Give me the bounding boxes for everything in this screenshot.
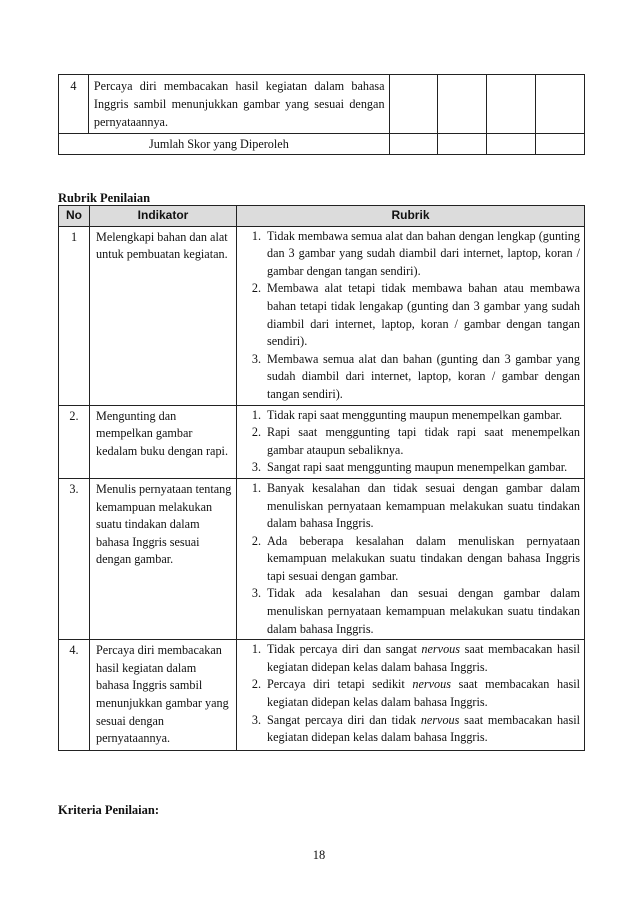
column-header-indikator: Indikator [90,206,237,227]
row-number: 2. [59,405,90,478]
rubric-item [241,676,580,711]
indicator-cell: Mengunting dan mempelkan gambar kedalam buku dengan rapi. [90,405,237,478]
rubric-text-emphasis: nervous [421,642,461,657]
rubric-cell [237,226,585,405]
rubric-text-part: Sangat rapi saat menggunting maupun menempelkan gambar. [267,460,568,475]
rubric-item-number: 3. [251,351,261,366]
table-header-row [59,206,585,227]
table-row [59,640,585,751]
rubric-item [241,641,580,676]
rubric-item [241,585,580,638]
rubric-table [58,205,585,751]
rubric-item [241,351,580,404]
total-row [59,134,585,155]
rubric-item [241,480,580,533]
rubric-item-text [267,424,580,459]
indicator-cell: Percaya diri membacakan hasil kegiatan dalam bahasa Inggris sambil menunjukkan gambar yang sesuai dengan pernyataannya. [90,640,237,751]
rubric-item-text [267,712,580,747]
rubric-item-number: 1. [251,407,261,422]
rubric-text-part: Tidak ada kesalahan dan sesuai dengan gambar dalam menuliskan pernyataan kemampuan melakukan suatu tindakan dalam bahasa Inggris. [267,586,580,636]
row-number: 1 [59,226,90,405]
rubric-text-part: Sangat percaya diri dan tidak [267,712,421,727]
score-cell [536,134,585,155]
rubric-text-emphasis: nervous [420,712,460,727]
score-cell [389,75,438,134]
rubric-item [241,228,580,281]
rubric-cell [237,640,585,751]
rubric-item-number: 1. [251,228,261,243]
row-number: 4. [59,640,90,751]
rubric-text-part: Membawa semua alat dan bahan (gunting dan 3 gambar yang sudah diambil dari internet, laptop, koran / gambar dengan tangan sendiri). [267,351,580,401]
rubric-item-number: 3. [251,712,261,727]
row-number: 3. [59,478,90,639]
rubric-text-part: Membawa alat tetapi tidak membawa bahan atau membawa bahan tetapi tidak lengakap (gunting dan 3 gambar yang sudah diambil dari internet, laptop, koran / gambar dengan tangan sendiri). [267,281,580,349]
total-score-label: Jumlah Skor yang Diperoleh [59,134,390,155]
table-row [59,478,585,639]
rubric-item [241,407,580,425]
rubric-item-number: 2. [251,533,261,548]
score-cell [487,134,536,155]
score-cell [438,134,487,155]
section-title-rubrik: Rubrik Penilaian [58,191,151,205]
rubric-item-text [267,585,580,638]
rubric-text-part: Rapi saat menggunting tapi tidak rapi saat menempelkan gambar ataupun sebaliknya. [267,425,580,457]
indicator-cell: Melengkapi bahan dan alat untuk pembuatan kegiatan. [90,226,237,405]
rubric-text-part: Tidak membawa semua alat dan bahan dengan lengkap (gunting dan 3 gambar yang sudah diambil dari internet, laptop, koran / gambar dengan tangan sendiri). [267,228,580,278]
rubric-item-text [267,676,580,711]
rubric-text-part: Percaya diri tetapi sedikit [267,677,413,692]
rubric-item-text [267,351,580,404]
rubric-item-text [267,480,580,533]
table-row [59,75,585,134]
rubric-text-emphasis: nervous [412,677,451,692]
row-number: 4 [59,75,89,134]
rubric-item-number: 1. [251,480,261,495]
score-cell [389,134,438,155]
rubric-item-text [267,280,580,350]
score-table-fragment [58,74,585,155]
rubric-item [241,424,580,459]
rubric-item [241,459,580,477]
rubric-item-text [267,228,580,281]
score-cell [487,75,536,134]
rubric-text-part: Tidak percaya diri dan sangat [267,642,422,657]
column-header-rubrik: Rubrik [237,206,585,227]
section-title-kriteria: Kriteria Penilaian: [58,803,160,817]
rubric-item-number: 3. [251,460,261,475]
rubric-cell [237,405,585,478]
rubric-item [241,533,580,586]
row-indicator-text: Percaya diri membacakan hasil kegiatan dalam bahasa Inggris sambil menunjukkan gambar yang sesuai dengan pernyataannya. [88,75,389,134]
score-cell [438,75,487,134]
rubric-item-text [267,459,580,477]
rubric-text-part: saat membacakan hasil kegiatan didepan kelas dalam bahasa Inggris. [267,677,581,710]
column-header-no: No [59,206,90,227]
rubric-item-number: 2. [251,281,261,296]
page-number: 18 [312,848,326,862]
table-row [59,226,585,405]
rubric-item-number: 2. [251,677,261,692]
rubric-cell [237,478,585,639]
rubric-text-part: Tidak rapi saat menggunting maupun menempelkan gambar. [267,407,563,422]
rubric-item [241,712,580,747]
rubric-item-number: 1. [251,642,261,657]
rubric-text-part: Banyak kesalahan dan tidak sesuai dengan gambar dalam menuliskan pernyataan kemampuan melakukan suatu tindakan dalam bahasa Inggris. [267,480,580,531]
indicator-cell: Menulis pernyataan tentang kemampuan melakukan suatu tindakan dalam bahasa Inggris sesuai dengan gambar. [90,478,237,639]
rubric-item-number: 3. [251,586,261,601]
score-cell [536,75,585,134]
rubric-item-number: 2. [251,425,261,440]
rubric-text-part: saat membacakan hasil kegiatan didepan kelas dalam bahasa Inggris. [267,642,580,674]
rubric-text-part: saat membacakan hasil kegiatan didepan kelas dalam bahasa Inggris. [267,712,580,745]
rubric-item-text [267,407,580,425]
rubric-item-text [267,641,580,676]
rubric-item-text [267,533,580,586]
rubric-item [241,280,580,350]
table-row [59,405,585,478]
rubric-text-part: Ada beberapa kesalahan dalam menuliskan pernyataan kemampuan melakukan suatu tindakan dengan bahasa Inggris tapi sesuai dengan gambar. [267,533,580,583]
